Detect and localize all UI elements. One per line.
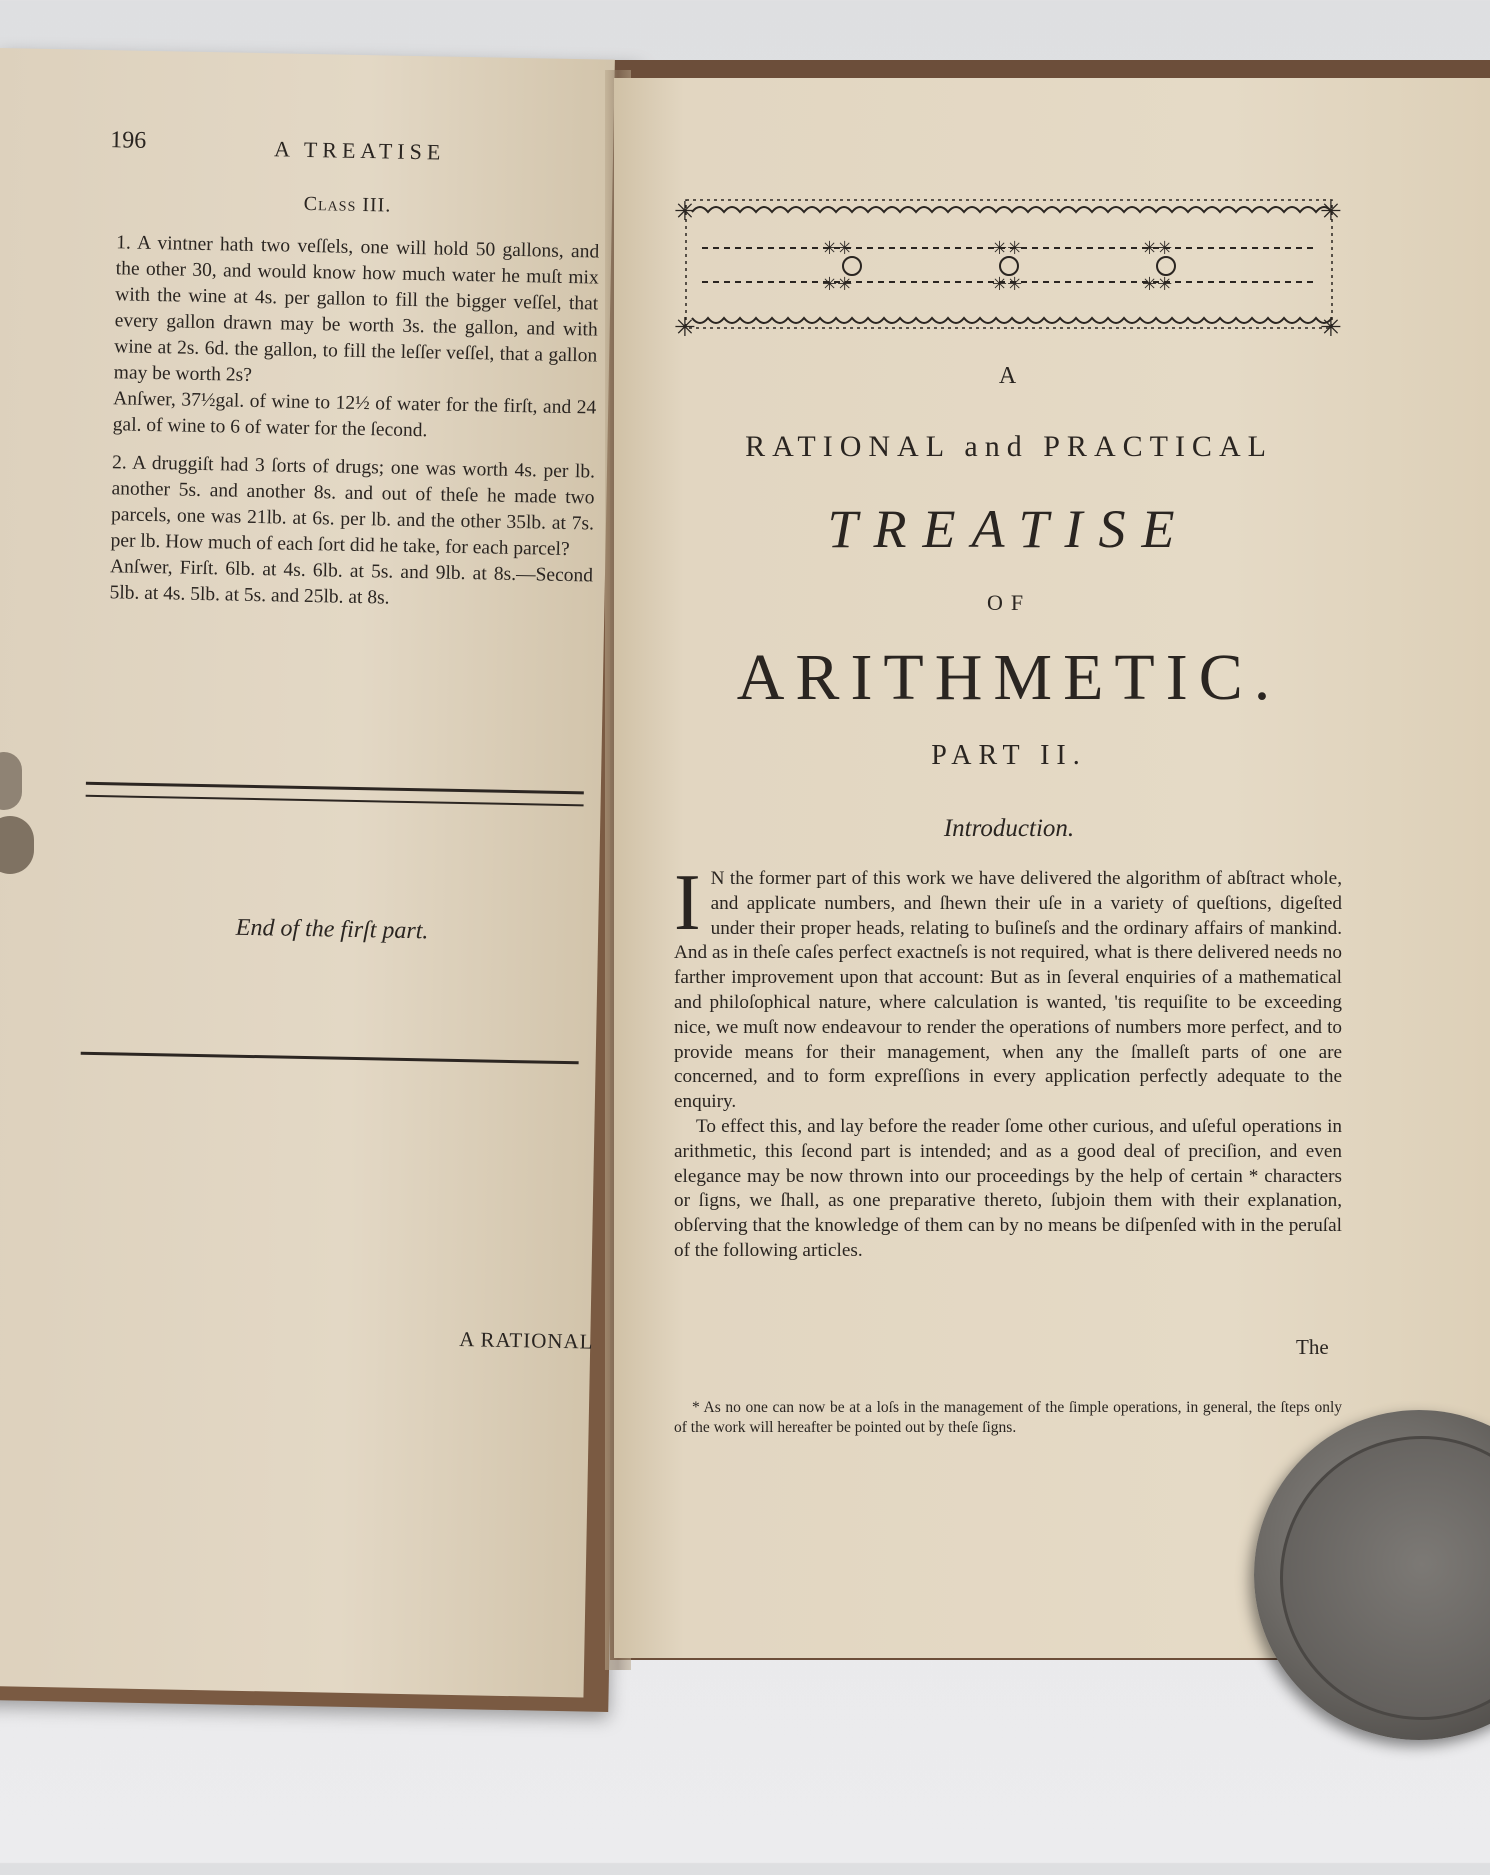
coin-relief bbox=[1280, 1436, 1490, 1720]
title-treatise: TREATISE bbox=[827, 499, 1191, 559]
svg-text:✳✳: ✳✳ bbox=[1142, 274, 1173, 294]
paragraph-1-text: N the former part of this work we have delivered the algorithm of abſtract whole, and applicate numbers, and ſhewn their uſe in a variety of queſtions, digeſted under their proper heads, relating to buſineſs and the ordinary affairs of mankind. And as in theſe caſes perfect exactneſs is not required, what is there delivered needs no farther improvement upon that account: But as in ſeveral enquiries of a mathematical and philoſophical nature, where calculation is wanted, 'tis requiſite to be exceeding nice, we muſt now endeavour to render the operations of numbers more perfect, and to provide means for their management, when any the ſmalleſt parts of one are concerned, and to form expreſſions in every application perfectly adequate to the enquiry. bbox=[674, 868, 1342, 1113]
single-rule bbox=[81, 1052, 579, 1065]
title-arithmetic: ARITHMETIC. bbox=[736, 641, 1282, 714]
question-text: 2. A druggiſt had 3 ſorts of drugs; one was worth 4s. per lb. another 5s. and another 8s. and out of theſe he made two parcels, one was 21lb. at 6s. per lb. and the other 35lb. at 7s. per lb. How much of each ſort did he take, for each parcel? bbox=[110, 452, 596, 561]
paragraph-1 bbox=[674, 859, 1342, 1115]
introduction-heading: Introduction. bbox=[943, 815, 1075, 842]
svg-text:✳✳: ✳✳ bbox=[822, 274, 853, 294]
double-rule bbox=[86, 782, 584, 807]
svg-text:✳: ✳ bbox=[1320, 197, 1342, 226]
left-page-content bbox=[0, 0, 641, 1875]
paragraph-2: To effect this, and lay before the reader ſome other curious, and uſeful operations in arithmetic, this ſecond part is intended; and as a good deal of preciſion, and even elegance may be now thrown into our proceedings by the help of certain * characters or ſigns, we ſhall, as one preparative thereto, ſubjoin them with their explanation, obſerving that the knowledge of them can by no means be diſpenſed with in the peruſal of the following articles. bbox=[674, 1115, 1342, 1261]
class-heading: Class III. bbox=[303, 192, 392, 217]
drop-cap: I bbox=[674, 859, 701, 947]
footnote-text: * As no one can now be at a loſs in the management of the ſimple operations, in general, the ſteps only of the work will hereafter be pointed out by theſe ſigns. bbox=[674, 1399, 1342, 1436]
svg-text:✳: ✳ bbox=[674, 313, 696, 338]
answer-text: Anſwer, 37½gal. of wine to 12½ of water for the firſt, and 24 gal. of wine to 6 of water for the ſecond. bbox=[112, 388, 597, 442]
running-header bbox=[96, 127, 602, 177]
question-1 bbox=[91, 230, 600, 448]
svg-text:✳✳: ✳✳ bbox=[822, 238, 853, 258]
body-text bbox=[674, 859, 1342, 1264]
part-heading: PART II. bbox=[931, 740, 1087, 771]
catchword: A RATIONAL bbox=[459, 1327, 594, 1354]
title-rational-practical: RATIONAL and PRACTICAL bbox=[745, 430, 1273, 463]
footnote bbox=[674, 1398, 1342, 1438]
svg-text:✳: ✳ bbox=[674, 197, 696, 226]
end-note: End of the firſt part. bbox=[235, 914, 429, 945]
page-weight-top bbox=[0, 752, 22, 810]
title-of: OF bbox=[986, 590, 1032, 615]
left-page-text bbox=[87, 127, 601, 622]
svg-text:✳: ✳ bbox=[1320, 313, 1342, 338]
answer-text: Anſwer, Firſt. 6lb. at 4s. 6lb. at 5s. and 9lb. at 8s.—Second 5lb. at 4s. 5lb. at 5s. and 25lb. at 8s. bbox=[109, 556, 594, 609]
page-number: 196 bbox=[110, 127, 147, 154]
svg-text:✳✳: ✳✳ bbox=[1142, 238, 1173, 258]
title-a: A bbox=[998, 363, 1020, 389]
catchword-right: The bbox=[1296, 1335, 1329, 1359]
svg-text:✳✳: ✳✳ bbox=[992, 238, 1023, 258]
svg-text:✳✳: ✳✳ bbox=[992, 274, 1023, 294]
ornamental-headpiece bbox=[672, 190, 1346, 338]
question-text: 1. A vintner hath two veſſels, one will hold 50 gallons, and the other 30, and would know how much water he muſt mix with the wine at 4s. per gallon to fill the bigger veſſel, that every gallon drawn may be worth 3s. the gallon, and with wine at 2s. 6d. the gallon, to fill the leſſer veſſel, that a gallon may be worth 2s? bbox=[113, 232, 600, 386]
running-head: A TREATISE bbox=[273, 136, 446, 165]
question-2 bbox=[87, 450, 595, 616]
